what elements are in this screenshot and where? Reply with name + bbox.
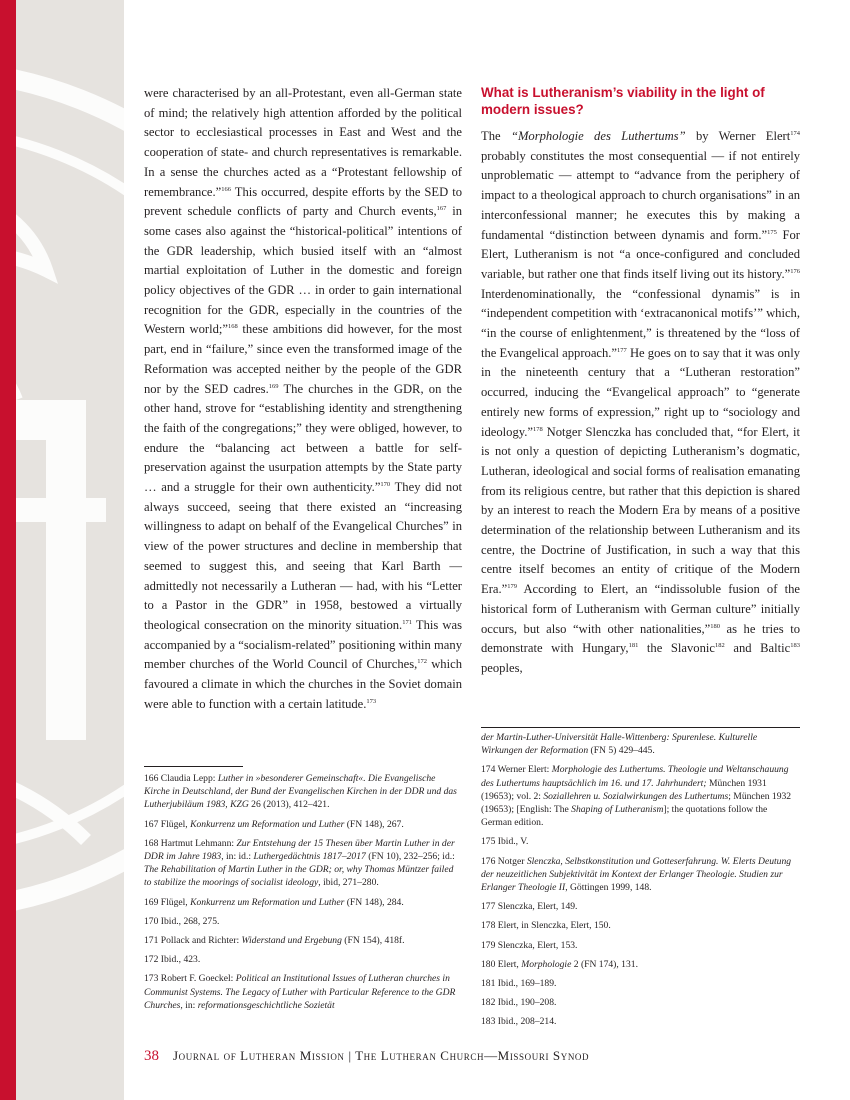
text-run: , Göttingen 1999, 148.	[565, 882, 652, 894]
text-run: 171 Pollack and Richter:	[144, 935, 242, 947]
italic-text: Morphologie	[521, 958, 572, 970]
text-run: 169 Flügel,	[144, 896, 191, 908]
footnote	[481, 1015, 800, 1028]
footnote	[144, 818, 462, 831]
text-run: , in:	[180, 999, 198, 1011]
text-run: According to Elert, an “indissoluble fusion of the historical form of Lutheranism with German culture” initially occurs, but also “with other nationalities,”	[481, 582, 800, 636]
italic-text: reformationsgeschichtliche Sozietät	[197, 999, 335, 1011]
footnote	[144, 837, 462, 890]
footnote	[481, 996, 800, 1009]
text-run: This occurred, despite efforts by the SED to prevent schedule conflicts of party and Church events,	[144, 184, 462, 219]
footnote-ref: 169	[268, 382, 279, 390]
footnote-ref: 166	[221, 185, 232, 193]
footnote	[481, 855, 800, 895]
text-run: the Slavonic	[638, 641, 715, 656]
footnote	[481, 763, 800, 829]
footnote-ref: 171	[402, 618, 412, 626]
footnote-ref: 181	[628, 642, 639, 650]
text-run: 180 Elert,	[481, 958, 522, 970]
italic-text: Soziallehren u. Sozialwirkungen des Luthertums	[543, 790, 729, 802]
right-footnote-rule	[481, 727, 800, 728]
left-footnotes	[144, 772, 462, 1018]
section-heading: What is Lutheranism’s viability in the light of modern issues?	[481, 85, 765, 117]
text-run: (FN 148), 284.	[344, 896, 404, 908]
decorative-seal-band	[16, 0, 124, 1100]
footnote-ref: 170	[380, 480, 391, 488]
text-run: , ibid, 271–280.	[318, 877, 379, 889]
italic-text: “Morphologie des Luthertums”	[510, 129, 686, 143]
text-run: 168 Hartmut Lehmann:	[144, 837, 237, 849]
italic-text: Widerstand und Ergebung	[241, 935, 342, 947]
text-run: ; München 1932 (19653); [English: The	[481, 790, 792, 816]
text-run: which favoured a climate in which the churches in the Soviet domain were able to function with a certain latitude.	[144, 657, 462, 711]
italic-text: Konkurrenz um Reformation und Luther	[190, 818, 345, 830]
italic-text: Zur Entstehung der 15 Thesen über Martin Luther in der DDR im Jahre 1983	[144, 837, 455, 863]
text-run: (FN 10), 232–256; id.:	[365, 851, 455, 863]
right-body-paragraph	[481, 127, 800, 679]
footnote	[481, 977, 800, 990]
italic-text: Slenczka, Selbstkonstitution und Gotteserfahrung. W. Elerts Deutung der neuzeitlichen Subjektivität im Kontext der Erlanger Theologie. Studien zur Erlanger Theologie II	[481, 855, 792, 894]
page-number: 38	[144, 1048, 159, 1064]
text-run: For Elert, Lutheranism is not “a once-configured and concluded variable, but rather one that finds itself living out its history.”	[481, 227, 800, 281]
text-run: 182 Ibid., 190–208.	[481, 997, 557, 1009]
italic-text: Morphologie des Luthertums. Theologie und Weltanschauung des Luthertums hauptsächlich im 16. und 17. Jahrhundert;	[481, 764, 789, 789]
text-run: (FN 5) 429–445.	[588, 745, 655, 757]
text-run: peoples,	[481, 660, 523, 675]
italic-text: der Martin-Luther-Universität Halle-Wittenberg: Spurenlese. Kulturelle Wirkungen der Reformation	[481, 732, 758, 757]
footnote	[481, 731, 800, 757]
footnote-ref: 179	[507, 582, 517, 590]
text-run: in some cases also against the “historical-political” intentions of the GDR leadership, which busied itself with an “almost martial exploitation of Luther in the domestic and foreign policy objectives of the GDR … in order to gain international recognition for the GDR, especially in the countries of the Western world;”	[144, 204, 462, 337]
right-footnotes	[481, 731, 800, 1035]
footnote-ref: 183	[790, 642, 800, 650]
footnote-ref: 178	[533, 425, 543, 433]
text-run: probably constitutes the most consequential — if not entirely unproblematic — attempt to “advance from the periphery of impact to a theological approach to church organisations” in an interconfessional manner; he executes this by making a fundamental “distinction between dynamis and form.”	[481, 148, 800, 242]
footnote	[144, 896, 462, 909]
italic-text: Luthergedächtnis 1817–2017	[253, 851, 366, 863]
italic-text: Konkurrenz um Reformation und Luther	[190, 896, 345, 908]
footnote-ref: 167	[436, 205, 447, 213]
text-run: 175 Ibid., V.	[481, 836, 529, 848]
text-run: 176 Notger	[481, 855, 527, 867]
text-run: these ambitions did however, for the most part, end in “failure,” since even the transformed image of the Reformation was accepted neither by the people of the GDR nor by the SED cadres.	[144, 322, 462, 396]
text-run: and Baltic	[724, 641, 791, 656]
footnote	[144, 772, 462, 812]
footnote	[144, 915, 462, 928]
italic-text: Political an Institutional Issues of Lutheran churches in Communist Systems. The Legacy of Luther with Particular Reference to the GDR Churches	[144, 973, 456, 1011]
text-run: 2 (FN 174), 131.	[571, 958, 638, 970]
footnote-ref: 172	[417, 658, 428, 666]
footnote-ref: 168	[228, 323, 238, 331]
left-footnote-rule	[144, 766, 243, 767]
text-run: This was accompanied by a “socialism-related” positioning within many member churches of the World Council of Churches,	[144, 617, 463, 672]
left-body-paragraph	[144, 84, 462, 715]
footnote-ref: 182	[715, 642, 725, 650]
text-run: 183 Ibid., 208–214.	[481, 1016, 557, 1028]
publisher-name: The Lutheran Church—Missouri Synod	[355, 1048, 590, 1063]
text-run: were characterised by an all-Protestant, even all-German state of mind; the relatively high attention afforded by the political sector to ecclesiastical processes in East and West and the cooperation of state- and church representatives is remarkable. In a sense the churches acted as a “Protestant fellowship of remembrance.”	[144, 86, 462, 199]
text-run: Notger Slenczka has concluded that, “for Elert, it is not only a question of depicting Lutheranism’s dogmatic, Lutheran, ideological and social forms of realisation emanating from its religious centre, but rather that this depiction is shared by an interest to reach the Modern Era by means of a positive determination of the relationship between Lutheranism and its centre, the Doctrine of Justification, in such a way that this centre itself becomes an entity of critique of the Modern Era.”	[481, 424, 800, 597]
text-run: 177 Slenczka, Elert, 149.	[481, 901, 578, 913]
left-red-bar	[0, 0, 16, 1100]
text-run: , in: id.:	[221, 851, 254, 863]
text-run: They did not always succeed, seeing that there existed an “increasing willingness to adapt on behalf of the Evangelical Churches” in view of the power structures and decline in membership that seemed to suggest this, and seeing that Karl Barth — admittedly not necessarily a Lutheran — had, with his “Letter to a Pastor in the GDR” in 1958, bestowed a virtually theological consecration on the minority situation.	[144, 480, 462, 632]
text-run: by Werner Elert	[685, 129, 791, 143]
page-footer	[144, 1047, 589, 1065]
luther-seal-watermark-icon	[16, 40, 124, 940]
text-run: München 1931 (19653); vol. 2:	[481, 777, 767, 802]
footnote-ref: 174	[790, 129, 800, 137]
text-run: 173 Robert F. Goeckel:	[144, 973, 236, 985]
footnote-ref: 177	[617, 346, 627, 354]
text-run: 174 Werner Elert:	[481, 764, 552, 776]
italic-text: Shaping of Lutheranism	[571, 804, 664, 816]
text-run: 172 Ibid., 423.	[144, 954, 201, 966]
footnote-ref: 176	[790, 267, 800, 275]
text-run: The	[481, 129, 511, 143]
footer-separator: |	[348, 1048, 352, 1063]
text-run: (FN 148), 267.	[344, 818, 404, 830]
text-run: Interdenominationally, the “confessional dynamis” is in “independent competition with ‘extracanonical motifs’” which, “in the course of enlightenment,” is threatened by the “loss of the Evangelical approach.”	[481, 286, 800, 360]
text-run: He goes on to say that it was only in the nineteenth century that a “Lutheran restoration” occurred, inducing the “Evangelical approach” to “generate entirely new forms of expression,” right up to “sociology and ideology.”	[481, 345, 800, 439]
footnote	[481, 835, 800, 848]
footnote-ref: 180	[710, 622, 720, 630]
journal-title: Journal of Lutheran Mission	[173, 1048, 345, 1063]
text-run: 166 Claudia Lepp:	[144, 773, 218, 784]
footnote-ref: 175	[767, 228, 777, 236]
italic-text: Luther in »besonderer Gemeinschaft«. Die Evangelische Kirche in Deutschland, der Bund der Evangelischen Kirchen in der DDR und das Lutherjubiläum 1983, KZG	[144, 773, 457, 811]
footnote	[481, 919, 800, 932]
text-run: 167 Flügel,	[144, 818, 191, 830]
footnote	[481, 900, 800, 913]
footnote	[144, 972, 462, 1012]
text-run: (FN 154), 418f.	[341, 935, 405, 947]
text-run: 170 Ibid., 268, 275.	[144, 915, 220, 927]
text-run: 179 Slenczka, Elert, 153.	[481, 939, 578, 951]
italic-text: The Rehabilitation of Martin Luther in the GDR; or, why Thomas Müntzer failed to stabilize the moorings of socialist ideology	[144, 864, 454, 889]
footnote	[481, 958, 800, 971]
footnote-ref: 173	[366, 697, 377, 705]
text-run: as he tries to demonstrate with Hungary,	[481, 621, 800, 656]
right-column	[481, 84, 800, 679]
text-run: 26 (2013), 412–421.	[248, 799, 330, 811]
left-column	[144, 84, 462, 715]
footnote	[144, 953, 462, 966]
footnote	[144, 934, 462, 947]
text-run: The churches in the GDR, on the other hand, strove for “establishing identity and strengthening the faith of the congregations;” they were obliged, however, to endure the “balancing act between a battle for self-preservation against the usurpation attempts by the State party … and a struggle for their own authenticity.”	[144, 381, 462, 495]
text-run: 181 Ibid., 169–189.	[481, 978, 557, 990]
footnote	[481, 939, 800, 952]
text-run: ]; the quotations follow the German edition.	[481, 804, 768, 829]
text-run: 178 Elert, in Slenczka, Elert, 150.	[481, 920, 611, 932]
